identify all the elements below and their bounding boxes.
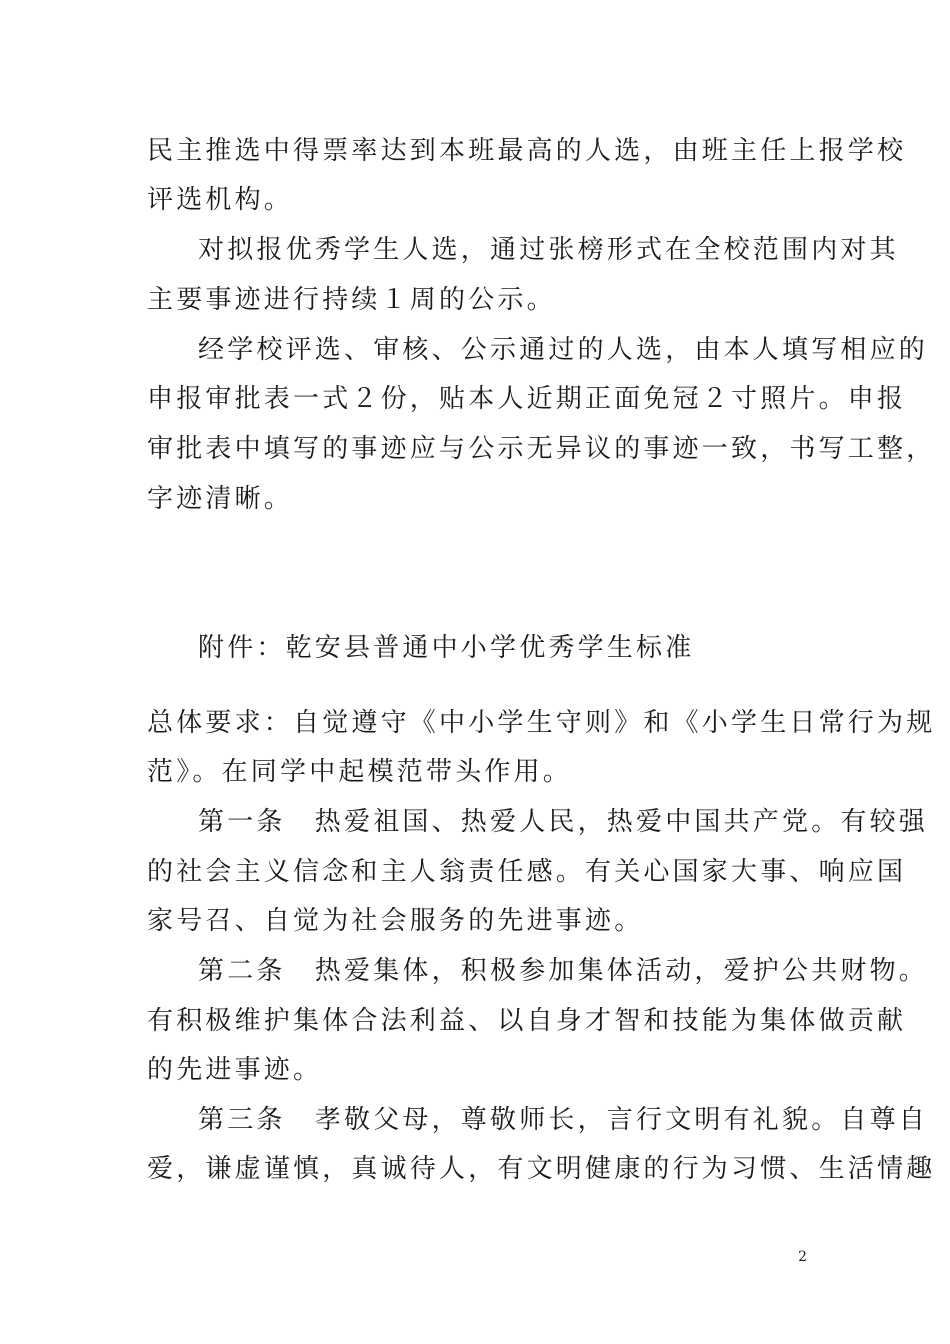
text-line: 总体要求：自觉遵守《中小学生守则》和《小学生日常行为规 <box>147 708 936 738</box>
text-line: 经学校评选、审核、公示通过的人选，由本人填写相应的 <box>198 335 929 365</box>
text-line: 范》。在同学中起模范带头作用。 <box>147 757 573 787</box>
text-line: 申报审批表一式２份，贴本人近期正面免冠２寸照片。申报 <box>147 384 907 414</box>
article-line: 第三条 孝敬父母，尊敬师长，言行文明有礼貌。自尊自 <box>198 1105 929 1135</box>
text-line: 爱，谦虚谨慎，真诚待人，有文明健康的行为习惯、生活情趣 <box>147 1154 936 1184</box>
text-line: 的社会主义信念和主人翁责任感。有关心国家大事、响应国 <box>147 857 907 887</box>
text-line: 对拟报优秀学生人选，通过张榜形式在全校范围内对其 <box>198 235 899 265</box>
text-line: 字迹清晰。 <box>147 484 294 514</box>
text-line: 评选机构。 <box>147 185 294 215</box>
text-line: 有积极维护集体合法利益、以自身才智和技能为集体做贡献 <box>147 1006 907 1036</box>
text-line: 审批表中填写的事迹应与公示无异议的事迹一致，书写工整， <box>147 434 936 464</box>
text-line: 民主推选中得票率达到本班最高的人选，由班主任上报学校 <box>147 136 907 166</box>
page-number: 2 <box>798 1249 807 1265</box>
article-line: 第一条 热爱祖国、热爱人民，热爱中国共产党。有较强 <box>198 807 929 837</box>
text-line: 的先进事迹。 <box>147 1055 323 1085</box>
text-line: 家号召、自觉为社会服务的先进事迹。 <box>147 906 644 936</box>
text-line: 主要事迹进行持续１周的公示。 <box>147 285 556 315</box>
article-line: 第二条 热爱集体，积极参加集体活动，爱护公共财物。 <box>198 956 929 986</box>
attachment-title: 附件：乾安县普通中小学优秀学生标准 <box>198 633 695 663</box>
